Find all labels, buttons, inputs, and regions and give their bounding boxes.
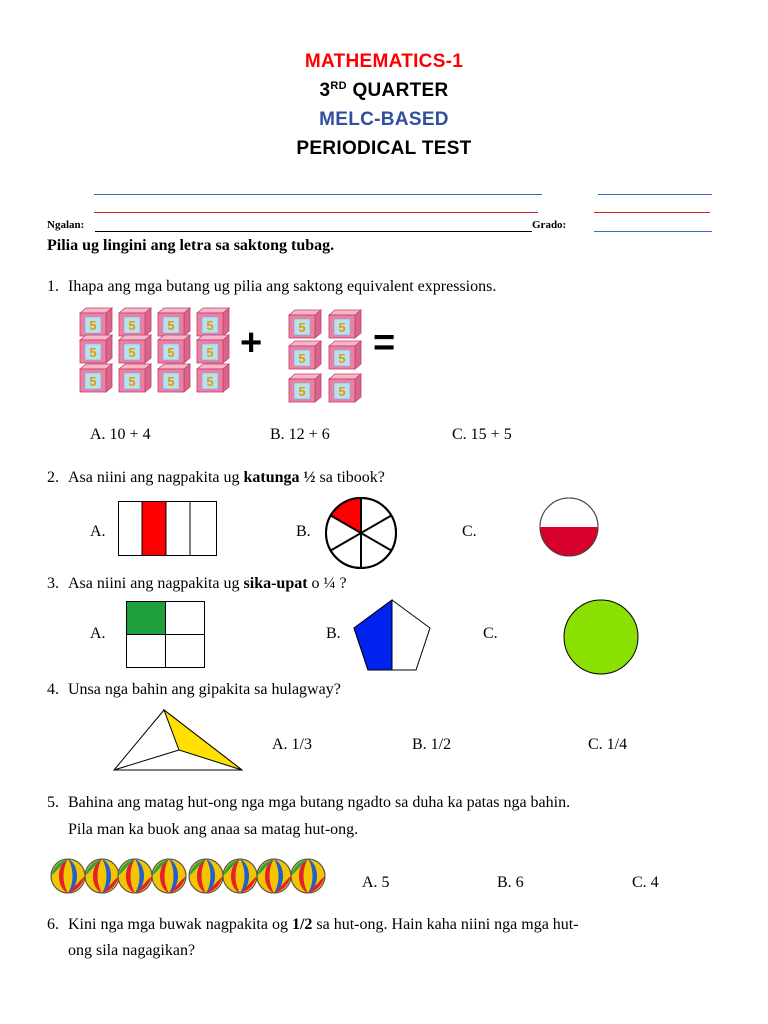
block-digit: 5 bbox=[128, 345, 136, 360]
number-block-icon bbox=[196, 307, 230, 337]
form-line bbox=[94, 194, 542, 195]
number-block-icon bbox=[196, 334, 230, 364]
q6-text: Kini nga mga buwak nagpakita og 1/2 sa hut-ong. Hain kaha niini nga mga hut- bbox=[68, 916, 579, 933]
q1-number: 1. bbox=[47, 278, 59, 295]
plus-sign: + bbox=[240, 322, 263, 364]
block-digit: 5 bbox=[128, 318, 136, 333]
beach-ball-icon bbox=[84, 858, 120, 894]
block-digit: 5 bbox=[89, 374, 97, 389]
number-block-icon bbox=[196, 363, 230, 393]
subject-title: MATHEMATICS-1 bbox=[304, 51, 464, 72]
block-digit: 5 bbox=[206, 318, 214, 333]
q2-circle-sixths-shape bbox=[324, 496, 398, 570]
block-digit: 5 bbox=[206, 374, 214, 389]
q6-number: 6. bbox=[47, 916, 59, 933]
grade-field-line[interactable] bbox=[594, 231, 712, 232]
form-line bbox=[594, 212, 710, 213]
q2-option-c[interactable]: C. bbox=[462, 523, 477, 540]
grade-label: Grado: bbox=[532, 219, 567, 231]
q1-option-a[interactable]: A. 10 + 4 bbox=[90, 426, 151, 443]
q1-text: Ihapa ang mga butang ug pilia ang saktong equivalent expressions. bbox=[68, 278, 497, 295]
number-block-icon bbox=[157, 307, 191, 337]
q2-circle-half-shape bbox=[538, 496, 600, 558]
number-block-icon bbox=[157, 334, 191, 364]
q3-option-c[interactable]: C. bbox=[483, 625, 498, 642]
block-digit: 5 bbox=[167, 374, 175, 389]
beach-ball-icon bbox=[50, 858, 86, 894]
q6-line2: ong sila nagagikan? bbox=[68, 942, 196, 959]
beach-ball-icon bbox=[151, 858, 187, 894]
form-line bbox=[94, 212, 538, 213]
q4-option-a[interactable]: A. 1/3 bbox=[272, 736, 312, 753]
q1-option-b[interactable]: B. 12 + 6 bbox=[270, 426, 330, 443]
beach-ball-icon bbox=[188, 858, 224, 894]
q3-number: 3. bbox=[47, 575, 59, 592]
block-digit: 5 bbox=[338, 351, 346, 366]
quarter-title: 3RD QUARTER bbox=[319, 80, 449, 101]
number-block-icon bbox=[157, 363, 191, 393]
q3-option-a[interactable]: A. bbox=[90, 625, 106, 642]
q5-line1: Bahina ang matag hut-ong nga mga butang ngadto sa duha ka patas nga bahin. bbox=[68, 794, 571, 811]
block-digit: 5 bbox=[167, 345, 175, 360]
q3-option-b[interactable]: B. bbox=[326, 625, 341, 642]
q5-option-a[interactable]: A. 5 bbox=[362, 874, 390, 891]
name-field-line[interactable] bbox=[95, 231, 532, 232]
block-digit: 5 bbox=[167, 318, 175, 333]
block-digit: 5 bbox=[206, 345, 214, 360]
beach-ball-icon bbox=[290, 858, 326, 894]
number-block-icon bbox=[118, 363, 152, 393]
form-line bbox=[598, 194, 712, 195]
number-block-icon bbox=[118, 334, 152, 364]
beach-ball-icon bbox=[256, 858, 292, 894]
q2-option-a[interactable]: A. bbox=[90, 523, 106, 540]
q5-line2: Pila man ka buok ang anaa sa matag hut-ong. bbox=[68, 821, 359, 838]
q2-number: 2. bbox=[47, 469, 59, 486]
instruction: Pilia ug lingini ang letra sa saktong tubag. bbox=[47, 237, 335, 254]
melc-title: MELC-BASED bbox=[319, 109, 449, 130]
test-title: PERIODICAL TEST bbox=[296, 138, 472, 159]
number-block-icon bbox=[79, 334, 113, 364]
equals-sign: = bbox=[373, 322, 396, 364]
q2-rectangle-shape bbox=[118, 501, 218, 557]
beach-ball-icon bbox=[117, 858, 153, 894]
number-block-icon bbox=[328, 340, 362, 370]
number-block-icon bbox=[288, 309, 322, 339]
block-digit: 5 bbox=[338, 384, 346, 399]
block-digit: 5 bbox=[338, 320, 346, 335]
block-digit: 5 bbox=[298, 320, 306, 335]
q3-text: Asa niini ang nagpakita ug sika-upat o ¼ ? bbox=[68, 575, 347, 592]
number-block-icon bbox=[288, 373, 322, 403]
q2-text: Asa niini ang nagpakita ug katunga ½ sa tibook? bbox=[68, 469, 385, 486]
q3-pentagon-shape bbox=[352, 598, 432, 672]
q4-option-c[interactable]: C. 1/4 bbox=[588, 736, 628, 753]
q3-green-circle-shape bbox=[562, 598, 640, 676]
q5-number: 5. bbox=[47, 794, 59, 811]
q5-option-c[interactable]: C. 4 bbox=[632, 874, 659, 891]
block-digit: 5 bbox=[89, 345, 97, 360]
name-label: Ngalan: bbox=[47, 219, 85, 231]
q4-text: Unsa nga bahin ang gipakita sa hulagway? bbox=[68, 681, 341, 698]
q5-option-b[interactable]: B. 6 bbox=[497, 874, 524, 891]
q2-option-b[interactable]: B. bbox=[296, 523, 311, 540]
q1-option-c[interactable]: C. 15 + 5 bbox=[452, 426, 512, 443]
block-digit: 5 bbox=[298, 384, 306, 399]
number-block-icon bbox=[328, 309, 362, 339]
block-digit: 5 bbox=[89, 318, 97, 333]
beach-ball-icon bbox=[222, 858, 258, 894]
number-block-icon bbox=[79, 363, 113, 393]
q4-triangle-shape bbox=[112, 708, 244, 772]
number-block-icon bbox=[328, 373, 362, 403]
number-block-icon bbox=[79, 307, 113, 337]
number-block-icon bbox=[288, 340, 322, 370]
q4-option-b[interactable]: B. 1/2 bbox=[412, 736, 452, 753]
number-block-icon bbox=[118, 307, 152, 337]
block-digit: 5 bbox=[298, 351, 306, 366]
block-digit: 5 bbox=[128, 374, 136, 389]
q3-square-quarters-shape bbox=[126, 601, 206, 669]
q4-number: 4. bbox=[47, 681, 59, 698]
